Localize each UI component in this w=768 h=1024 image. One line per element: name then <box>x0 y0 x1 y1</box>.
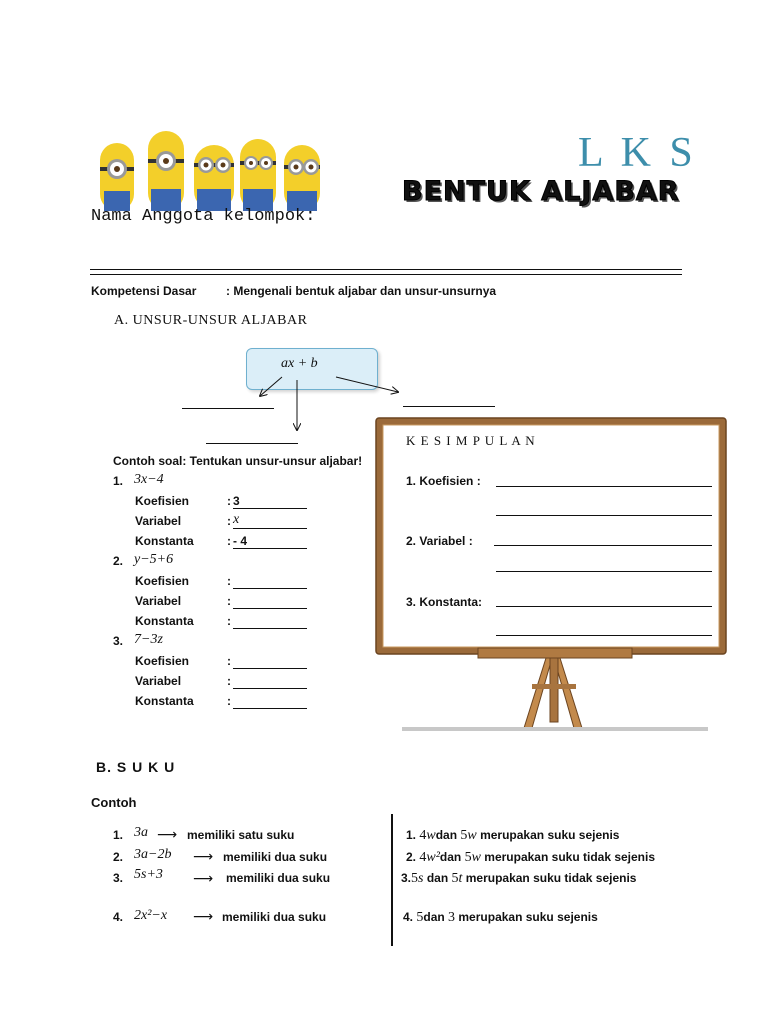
conclusion-blank[interactable] <box>496 606 712 607</box>
conclusion-blank[interactable] <box>496 571 712 572</box>
problem-number: 1. <box>113 474 124 488</box>
problem-expression: y−5+6 <box>134 552 174 567</box>
term-number: 3. <box>401 871 412 885</box>
easel-crossbar <box>532 684 576 689</box>
colon: : <box>227 654 231 668</box>
floor-shadow <box>402 727 708 731</box>
answer-blank-constant[interactable] <box>403 406 495 407</box>
variable-answer[interactable] <box>233 674 307 689</box>
conclusion-blank[interactable] <box>494 545 712 546</box>
connector-word: dan <box>426 871 449 885</box>
conclusion-blank[interactable] <box>496 515 712 516</box>
coefficient-answer[interactable]: 3 <box>233 494 307 509</box>
constant-answer[interactable] <box>233 694 307 709</box>
term-comparison <box>403 910 598 926</box>
term-description: memiliki dua suku <box>222 910 327 924</box>
variable-label: Variabel <box>135 594 182 608</box>
term-comparison <box>401 871 636 887</box>
whiteboard-easel <box>374 416 730 736</box>
colon: : <box>227 594 231 608</box>
constant-label: Konstanta <box>135 614 194 628</box>
competency-label: Kompetensi Dasar <box>91 284 197 298</box>
conclusion-item-variable: 2. Variabel : <box>406 534 473 548</box>
term-coefficient: 4 <box>419 850 427 865</box>
constant-label: Konstanta <box>135 534 194 548</box>
term-coefficient: 5 <box>411 871 419 886</box>
coefficient-label: Koefisien <box>135 494 190 508</box>
coefficient-label: Koefisien <box>135 574 190 588</box>
variable-answer[interactable]: x <box>233 512 307 529</box>
term-number: 3. <box>113 871 124 885</box>
arrow-to-constant <box>336 377 398 392</box>
term-variable: w² <box>426 850 440 865</box>
easel-leg <box>524 658 552 728</box>
element-arrows <box>0 0 768 460</box>
colon: : <box>227 534 231 548</box>
term-expression: 3a−2b <box>134 847 172 862</box>
term-coefficient: 5 <box>460 828 468 843</box>
term-description: merupakan suku tidak sejenis <box>465 871 637 885</box>
colon: : <box>227 514 231 528</box>
problem-expression: 7−3z <box>134 632 163 647</box>
term-comparison <box>406 828 619 844</box>
lks-title: L K S <box>578 130 697 176</box>
term-number: 4. <box>113 910 124 924</box>
term-number: 2. <box>113 850 124 864</box>
colon: : <box>227 694 231 708</box>
expression-text: ax + b <box>281 356 318 371</box>
example-label: Contoh <box>91 795 137 810</box>
term-description: memiliki dua suku <box>223 850 328 864</box>
colon: : <box>227 614 231 628</box>
arrow-right-icon: ⟶ <box>157 826 178 842</box>
connector-word: dan <box>423 910 445 924</box>
variable-label: Variabel <box>135 674 182 688</box>
term-coefficient: 5 <box>416 910 424 925</box>
variable-answer[interactable] <box>233 594 307 609</box>
arrow-right-icon: ⟶ <box>193 848 214 864</box>
easel-leg <box>550 658 558 722</box>
worksheet-subtitle: BENTUK ALJABAR <box>402 176 680 207</box>
term-expression: 3a <box>134 825 148 840</box>
term-variable: w <box>471 850 481 865</box>
problem-number: 2. <box>113 554 124 568</box>
conclusion-blank[interactable] <box>496 635 712 636</box>
conclusion-item-coefficient: 1. Koefisien : <box>406 474 481 488</box>
term-number: 4. <box>403 910 414 924</box>
term-coefficient: 5 <box>451 871 459 886</box>
term-number: 2. <box>406 850 417 864</box>
conclusion-blank[interactable] <box>496 486 712 487</box>
whiteboard-tray <box>478 648 632 658</box>
constant-answer[interactable]: - 4 <box>233 534 307 549</box>
term-coefficient: 4 <box>419 828 427 843</box>
coefficient-label: Koefisien <box>135 654 190 668</box>
example-title: Contoh soal: Tentukan unsur-unsur aljabar! <box>113 454 363 468</box>
connector-word: dan <box>435 828 458 842</box>
constant-label: Konstanta <box>135 694 194 708</box>
coefficient-answer[interactable] <box>233 654 307 669</box>
problem-expression: 3x−4 <box>134 472 164 487</box>
answer-blank-variable[interactable] <box>206 443 298 444</box>
arrow-to-coefficient <box>260 377 282 396</box>
term-variable: w <box>426 828 436 843</box>
conclusion-title: K E S I M P U L A N <box>406 433 536 448</box>
answer-blank-coefficient[interactable] <box>182 408 274 409</box>
colon: : <box>227 674 231 688</box>
term-description: merupakan suku sejenis <box>480 828 620 842</box>
variable-label: Variabel <box>135 514 182 528</box>
conclusion-item-constant: 3. Konstanta: <box>406 595 483 609</box>
colon: : <box>227 494 231 508</box>
term-expression: 2x²−x <box>134 908 168 923</box>
section-a-title: A. UNSUR-UNSUR ALJABAR <box>114 313 308 328</box>
connector-word: dan <box>439 850 462 864</box>
term-comparison <box>406 850 655 866</box>
term-description: merupakan suku tidak sejenis <box>484 850 656 864</box>
term-description: memiliki satu suku <box>187 828 295 842</box>
term-description: merupakan suku sejenis <box>458 910 598 924</box>
arrow-right-icon: ⟶ <box>193 870 214 886</box>
constant-answer[interactable] <box>233 614 307 629</box>
group-members-label: Nama Anggota kelompok: <box>91 207 316 226</box>
term-number: 1. <box>113 828 124 842</box>
colon: : <box>227 574 231 588</box>
coefficient-answer[interactable] <box>233 574 307 589</box>
arrow-right-icon: ⟶ <box>193 908 214 924</box>
term-coefficient: 5 <box>464 850 472 865</box>
competency-text: : Mengenali bentuk aljabar dan unsur-unsurnya <box>226 284 497 298</box>
column-divider <box>391 814 393 946</box>
problem-number: 3. <box>113 634 124 648</box>
section-b-title: B. S U K U <box>96 759 176 775</box>
term-expression: 5s+3 <box>134 867 163 882</box>
term-number: 1. <box>406 828 417 842</box>
term-variable: t <box>458 871 463 886</box>
term-coefficient: 3 <box>448 910 456 925</box>
term-description: memiliki dua suku <box>226 871 331 885</box>
term-variable: s <box>418 871 424 886</box>
term-variable: w <box>467 828 477 843</box>
